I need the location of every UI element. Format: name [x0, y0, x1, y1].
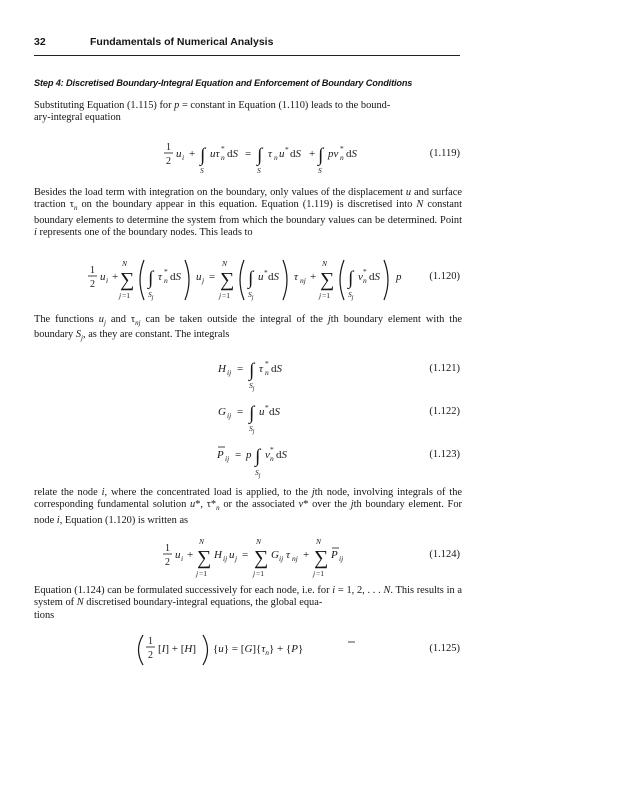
svg-text:∑: ∑ — [314, 547, 329, 569]
svg-text:v: v — [265, 449, 270, 461]
svg-text:j: j — [235, 554, 238, 563]
svg-text:*: * — [363, 267, 367, 276]
svg-text:dS: dS — [170, 271, 181, 283]
equation-1-123-math — [60, 441, 460, 479]
equation-number: (1.120) — [429, 271, 460, 282]
svg-text:*: * — [264, 268, 268, 277]
equation-1-120-math — [60, 256, 460, 306]
svg-text:∑: ∑ — [320, 269, 335, 291]
svg-text:j: j — [253, 569, 256, 578]
svg-text:1: 1 — [90, 265, 95, 276]
equation-1-120 — [60, 256, 460, 306]
svg-text:=: = — [237, 406, 244, 418]
svg-text:*: * — [221, 144, 225, 153]
svg-text:*: * — [265, 403, 269, 412]
svg-text:P: P — [217, 449, 224, 461]
equation-1-124-math — [60, 536, 460, 580]
paragraph-4: relate the node i, where the concentrated load is applied, to the jth node, involving integrals of the corresponding fundamental solution u*, $\tau*_n$ or the associated v* over the jth boundary element. For node i, Equation (1.120) is written as — [34, 487, 462, 526]
header-rule — [34, 55, 460, 56]
svg-text:∫: ∫ — [348, 268, 354, 289]
equation-1-123 — [60, 441, 460, 479]
svg-text:v: v — [358, 271, 363, 283]
svg-text:nj: nj — [300, 276, 306, 285]
svg-text:S: S — [200, 166, 204, 175]
svg-text:ij: ij — [225, 454, 230, 463]
svg-text:i: i — [182, 153, 185, 162]
paragraph-3: The functions $u_j$ and $\tau_{nj}$ can be taken outside the integral of the jth boundary element with the boundary $S_j$, as they are constant. The integrals — [34, 314, 462, 343]
svg-text:Sj: $S_j$ — [249, 381, 255, 392]
svg-text:1: 1 — [166, 142, 171, 153]
paragraph-2: Besides the load term with integration on the boundary, only values of the displacement u and surface traction $\tau_n$ on the boundary appear in this equation. Equation (1.119) is discretised into N constant boundary elements to determine the system from which the boundary values can be determined. Point i represents one of the boundary nodes. This leads to — [34, 187, 462, 238]
svg-text:*: * — [164, 267, 168, 276]
svg-text:u: u — [259, 406, 265, 418]
svg-text:G: G — [271, 549, 279, 561]
svg-text:N: N — [316, 537, 322, 546]
svg-text:n: n — [265, 368, 269, 377]
svg-text:S: S — [257, 166, 261, 175]
svg-text:n: n — [221, 153, 225, 162]
svg-text:+: + — [189, 148, 196, 160]
svg-text:2: 2 — [148, 650, 153, 661]
svg-text:u: u — [258, 271, 264, 283]
equation-number: (1.121) — [429, 363, 460, 374]
svg-text:=: = — [237, 363, 244, 375]
equation-number: (1.123) — [429, 449, 460, 460]
svg-text:dS: dS — [276, 449, 287, 461]
svg-text:2: 2 — [166, 156, 171, 167]
svg-text:u: u — [279, 148, 285, 160]
svg-text:Sj: $S_j$ — [249, 424, 255, 435]
equation-1-122 — [60, 398, 460, 434]
equation-number: (1.122) — [429, 406, 460, 417]
svg-text:*: * — [285, 145, 289, 154]
svg-text:Sj: $S_j$ — [348, 290, 354, 301]
svg-text:*: * — [265, 359, 269, 368]
equation-1-121-math — [60, 355, 460, 391]
svg-text:∑: ∑ — [254, 547, 269, 569]
svg-text:N: N — [256, 537, 262, 546]
svg-text:=1: =1 — [256, 569, 264, 578]
svg-text:=: = — [242, 549, 249, 561]
svg-text:∫: ∫ — [318, 145, 324, 166]
svg-text:dS: dS — [268, 271, 279, 283]
svg-text:N: N — [322, 259, 328, 268]
equation-1-119-math — [60, 135, 460, 175]
svg-text:τ: τ — [259, 363, 263, 375]
svg-text:∫: ∫ — [249, 360, 255, 381]
svg-text:H: H — [214, 549, 222, 561]
svg-text:i: i — [106, 276, 109, 285]
svg-text:u: u — [229, 549, 235, 561]
paragraph-5: Equation (1.124) can be formulated successively for each node, i.e. for i = 1, 2, . . . N. This results in a system of N discretised boundary-integral equations, the global equa- tions — [34, 585, 462, 621]
svg-text:∫: ∫ — [249, 403, 255, 424]
svg-text:+: + — [112, 271, 119, 283]
svg-text:∑: ∑ — [220, 269, 235, 291]
svg-text:2: 2 — [165, 557, 170, 568]
svg-text:p: p — [396, 271, 402, 283]
svg-text:Sj: $S_j$ — [148, 290, 154, 301]
svg-text:j: j — [219, 291, 222, 300]
svg-text:dS: dS — [269, 406, 280, 418]
svg-text:n: n — [274, 153, 278, 162]
svg-text:dS: dS — [346, 148, 357, 160]
svg-text:i: i — [181, 554, 184, 563]
svg-text:Sj: $S_j$ — [248, 290, 254, 301]
equation-1-119 — [60, 135, 460, 175]
svg-text:j: j — [313, 569, 316, 578]
svg-text:j: j — [319, 291, 322, 300]
svg-text:H: H — [218, 363, 226, 375]
svg-text:p: p — [246, 449, 252, 461]
svg-text:u: u — [175, 549, 181, 561]
svg-text:n: n — [164, 276, 168, 285]
svg-text:τ: τ — [286, 549, 290, 561]
svg-text:∫: ∫ — [148, 268, 154, 289]
svg-text:N: N — [199, 537, 205, 546]
svg-text:=1: =1 — [222, 291, 230, 300]
svg-text:*: * — [270, 445, 274, 454]
paragraph-1: Substituting Equation (1.115) for p = constant in Equation (1.110) leads to the bound- ary-integral equation — [34, 100, 391, 124]
running-header — [34, 36, 460, 52]
equation-number: (1.125) — [429, 643, 460, 654]
svg-text:ij: ij — [279, 554, 284, 563]
svg-text:=: = — [209, 271, 216, 283]
svg-text:τ: τ — [268, 148, 272, 160]
equation-1-125-math — [60, 632, 460, 670]
svg-text:ij: ij — [227, 411, 232, 420]
svg-text:n: n — [363, 276, 367, 285]
svg-text:j: j — [202, 276, 205, 285]
svg-text:+: + — [310, 271, 317, 283]
svg-text:1: 1 — [165, 543, 170, 554]
svg-text:2: 2 — [90, 279, 95, 290]
svg-text:nj: nj — [292, 554, 298, 563]
equation-number: (1.119) — [429, 148, 460, 159]
svg-text:n: n — [270, 454, 274, 463]
svg-text:pv: pv — [328, 148, 339, 160]
equation-number: (1.124) — [429, 549, 460, 560]
svg-text:G: G — [218, 406, 226, 418]
svg-text:dS: dS — [271, 363, 282, 375]
svg-text:S: S — [318, 166, 322, 175]
svg-text:j: j — [119, 291, 122, 300]
svg-text:τ: τ — [158, 271, 162, 283]
svg-text:N: N — [222, 259, 228, 268]
svg-text:[I] + [H]: [I] + [H] — [158, 643, 196, 655]
svg-text:∫: ∫ — [255, 446, 261, 467]
svg-text:u: u — [196, 271, 202, 283]
svg-text:dS: dS — [290, 148, 301, 160]
svg-text:{u} = [G]{τn} + {P}: $\{u\} = [G]\{\tau_n\} + \{P\}$ — [213, 643, 304, 657]
svg-text:dS: dS — [369, 271, 380, 283]
svg-text:ij: ij — [339, 554, 344, 563]
svg-text:uτ: uτ — [210, 148, 220, 160]
svg-text:+: + — [309, 148, 316, 160]
equation-1-121 — [60, 355, 460, 391]
svg-text:=1: =1 — [122, 291, 130, 300]
svg-text:u: u — [100, 271, 106, 283]
step-heading: Step 4: Discretised Boundary-Integral Equation and Enforcement of Boundary Conditions — [34, 78, 413, 88]
svg-text:∑: ∑ — [197, 547, 212, 569]
svg-text:Sj: $S_j$ — [255, 468, 261, 479]
svg-text:=1: =1 — [322, 291, 330, 300]
svg-text:N: N — [122, 259, 128, 268]
svg-text:∫: ∫ — [248, 268, 254, 289]
svg-text:+: + — [303, 549, 310, 561]
equation-1-124 — [60, 536, 460, 580]
page-number: 32 — [34, 36, 46, 48]
svg-text:P: P — [331, 549, 338, 561]
svg-text:=1: =1 — [316, 569, 324, 578]
svg-text:∫: ∫ — [200, 145, 206, 166]
svg-text:j: j — [196, 569, 199, 578]
svg-text:∫: ∫ — [257, 145, 263, 166]
svg-text:=1: =1 — [199, 569, 207, 578]
svg-text:u: u — [176, 148, 182, 160]
svg-text:*: * — [340, 144, 344, 153]
running-title: Fundamentals of Numerical Analysis — [90, 36, 274, 48]
svg-text:1: 1 — [148, 636, 153, 647]
svg-text:n: n — [340, 153, 344, 162]
equation-1-125 — [60, 632, 460, 670]
svg-text:ij: ij — [223, 554, 228, 563]
svg-text:ij: ij — [227, 368, 232, 377]
svg-text:∑: ∑ — [120, 269, 135, 291]
equation-1-122-math — [60, 398, 460, 434]
svg-text:dS: dS — [227, 148, 238, 160]
svg-text:=: = — [245, 148, 252, 160]
svg-text:τ: τ — [294, 271, 298, 283]
svg-text:+: + — [187, 549, 194, 561]
svg-text:=: = — [235, 449, 242, 461]
